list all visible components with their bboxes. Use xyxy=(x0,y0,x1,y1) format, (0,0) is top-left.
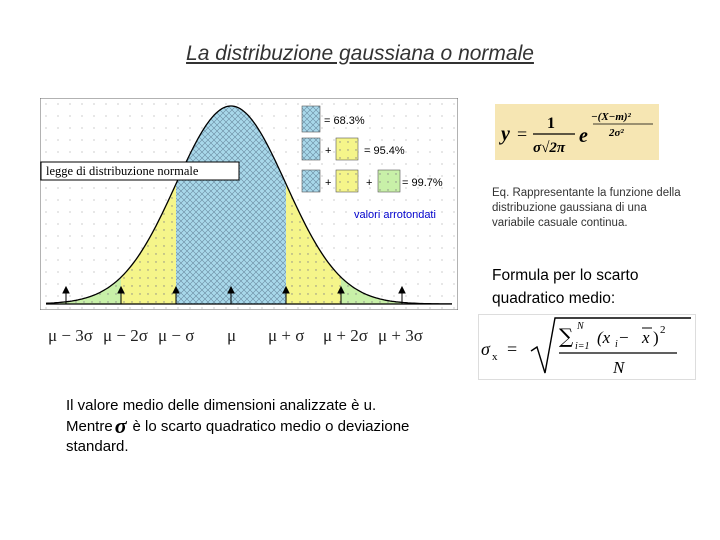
sum-symbol: ∑ xyxy=(559,324,574,348)
axis-label-minus1: μ − σ xyxy=(158,326,195,345)
sigma-formula-label: Formula per lo scarto quadratico medio: xyxy=(492,267,639,307)
page-title: La distribuzione gaussiana o normale xyxy=(186,42,534,65)
bottom-line-3: standard. xyxy=(66,438,129,455)
legend-swatch-95a xyxy=(302,138,320,160)
axis-label-plus1: μ + σ xyxy=(268,326,305,345)
legend-plus-3: + xyxy=(366,177,373,189)
pdf-eq: = xyxy=(517,124,528,144)
legend-swatch-68 xyxy=(302,106,320,132)
axis-label-plus2: μ + 2σ xyxy=(323,326,368,345)
legend-swatch-997c xyxy=(378,170,400,192)
sigma-symbol: σ xyxy=(114,413,127,438)
rounded-note: valori arrotondati xyxy=(354,209,436,221)
legend-swatch-997a xyxy=(302,170,320,192)
sqrt-sign xyxy=(531,318,691,373)
bottom-text xyxy=(66,396,476,457)
pdf-denominator: σ√2π xyxy=(533,140,566,156)
pdf-base: e xyxy=(579,125,588,147)
sigma-formula xyxy=(478,314,696,380)
term-minus: − xyxy=(619,328,629,347)
pdf-numerator: 1 xyxy=(547,115,555,132)
sum-bottom: i=1 xyxy=(575,341,590,352)
axis-label-minus3: μ − 3σ xyxy=(48,326,93,345)
term-power: 2 xyxy=(660,324,666,336)
term-close: ) xyxy=(653,328,659,347)
sigma-lhs-sub: x xyxy=(492,351,498,363)
legend-swatch-997b xyxy=(336,170,358,192)
legend-plus-1: + xyxy=(325,145,332,157)
formula-description: Eq. Rappresentante la funzione della distribuzione gaussiana di una variabile casuale continua. xyxy=(492,187,681,229)
pdf-lhs: y xyxy=(501,123,510,145)
axis-label-mean: μ xyxy=(227,326,237,345)
bottom-line-2 xyxy=(66,413,476,438)
sum-top: N xyxy=(577,321,584,332)
sigma-lhs: σ xyxy=(481,339,490,359)
legend-997: = 99.7% xyxy=(402,177,443,189)
term-sub: i xyxy=(615,339,618,350)
pdf-exp-top: −(X−m)² xyxy=(591,111,631,123)
axis-label-minus2: μ − 2σ xyxy=(103,326,148,345)
term-open: (x xyxy=(597,328,611,347)
gaussian-figure xyxy=(40,98,458,310)
bottom-line-1: Il valore medio delle dimensioni analizzate è u. xyxy=(66,397,377,414)
legend-68: = 68.3% xyxy=(324,115,365,127)
mean-x: x xyxy=(642,328,650,347)
legend-95: = 95.4% xyxy=(364,145,405,157)
sigma-eq: = xyxy=(507,339,518,359)
pdf-exp-bottom: 2σ² xyxy=(609,127,624,139)
pdf-formula xyxy=(495,104,659,160)
bottom-line-2-start: Mentre xyxy=(66,418,113,435)
sigma-denominator: N xyxy=(613,358,625,377)
bottom-line-2-end: è lo scarto quadratico medio o deviazione xyxy=(132,418,410,435)
axis-labels xyxy=(40,326,460,350)
axis-label-plus3: μ + 3σ xyxy=(378,326,423,345)
legend-plus-2: + xyxy=(325,177,332,189)
caption: legge di distribuzione normale xyxy=(46,164,199,178)
legend-swatch-95b xyxy=(336,138,358,160)
